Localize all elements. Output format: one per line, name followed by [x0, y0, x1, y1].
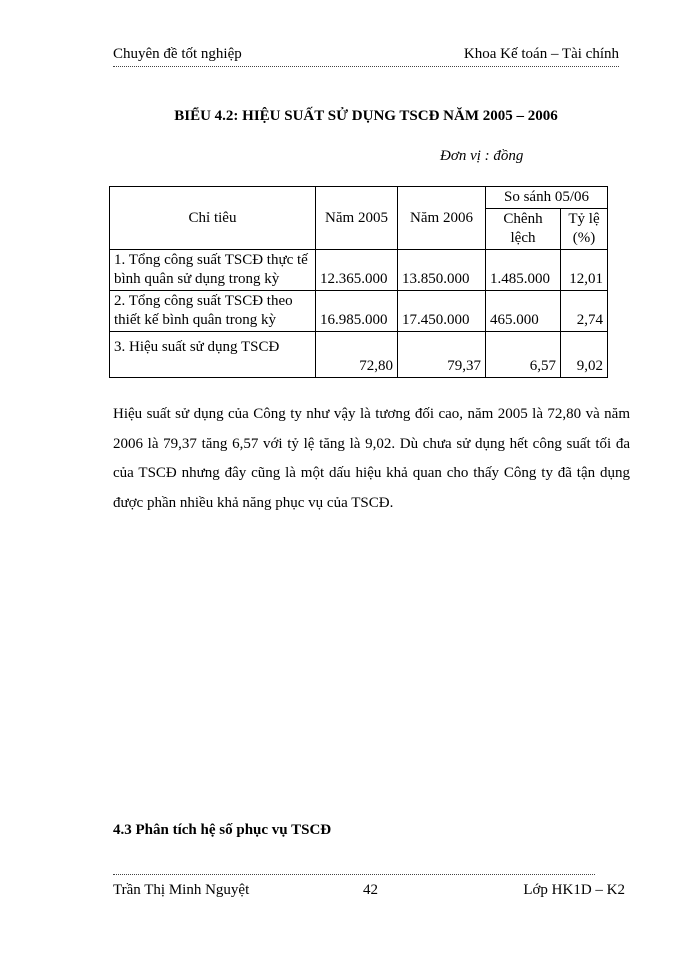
cell-nam-2005: 16.985.000	[316, 291, 398, 332]
page-header	[113, 44, 619, 64]
cell-nam-2005: 12.365.000	[316, 250, 398, 291]
footer-page-number: 42	[363, 882, 378, 898]
unit-label: Đơn vị : đồng	[440, 148, 524, 164]
cell-chenh-lech: 6,57	[486, 332, 561, 378]
header-nam-2005: Năm 2005	[316, 187, 398, 250]
table-row	[110, 250, 608, 291]
cell-nam-2006: 79,37	[398, 332, 486, 378]
table-row	[110, 332, 608, 378]
header-nam-2006: Năm 2006	[398, 187, 486, 250]
header-so-sanh: So sánh 05/06	[486, 187, 608, 209]
cell-nam-2006: 17.450.000	[398, 291, 486, 332]
header-right-text: Khoa Kế toán – Tài chính	[463, 46, 619, 62]
cell-ty-le: 12,01	[561, 250, 608, 291]
row-label: 2. Tổng công suất TSCĐ theo thiết kế bình quân trong kỳ	[110, 291, 316, 332]
cell-nam-2006: 13.850.000	[398, 250, 486, 291]
header-chenh-lech: Chênh lệch	[486, 209, 561, 250]
section-heading: 4.3 Phân tích hệ số phục vụ TSCĐ	[113, 822, 332, 838]
footer-author: Trần Thị Minh Nguyệt	[113, 882, 250, 898]
table-title: BIỂU 4.2: HIỆU SUẤT SỬ DỤNG TSCĐ NĂM 2005 – 2006	[174, 108, 558, 124]
footer-class: Lớp HK1D – K2	[523, 882, 625, 898]
cell-nam-2005: 72,80	[316, 332, 398, 378]
footer-divider	[113, 874, 595, 875]
cell-ty-le: 9,02	[561, 332, 608, 378]
row-label: 1. Tổng công suất TSCĐ thực tế bình quân sử dụng trong kỳ	[110, 250, 316, 291]
efficiency-table	[109, 186, 608, 378]
header-chi-tieu: Chỉ tiêu	[110, 187, 316, 250]
row-label: 3. Hiệu suất sử dụng TSCĐ	[110, 332, 316, 378]
cell-chenh-lech: 1.485.000	[486, 250, 561, 291]
cell-chenh-lech: 465.000	[486, 291, 561, 332]
analysis-paragraph: Hiệu suất sử dụng của Công ty như vậy là tương đối cao, năm 2005 là 72,80 và năm 2006 là 79,37 tăng 6,57 với tỷ lệ tăng là 9,02. Dù chưa sử dụng hết công suất tối đa của TSCĐ nhưng đây cũng là một dấu hiệu khả quan cho thấy Công ty đã tận dụng được phần nhiều khả năng phục vụ của TSCĐ.	[113, 406, 630, 511]
header-left-text: Chuyên đề tốt nghiệp	[113, 46, 242, 62]
table-header-row	[110, 187, 608, 209]
header-ty-le: Tỷ lệ (%)	[561, 209, 608, 250]
table-row	[110, 291, 608, 332]
header-divider	[113, 66, 619, 67]
cell-ty-le: 2,74	[561, 291, 608, 332]
